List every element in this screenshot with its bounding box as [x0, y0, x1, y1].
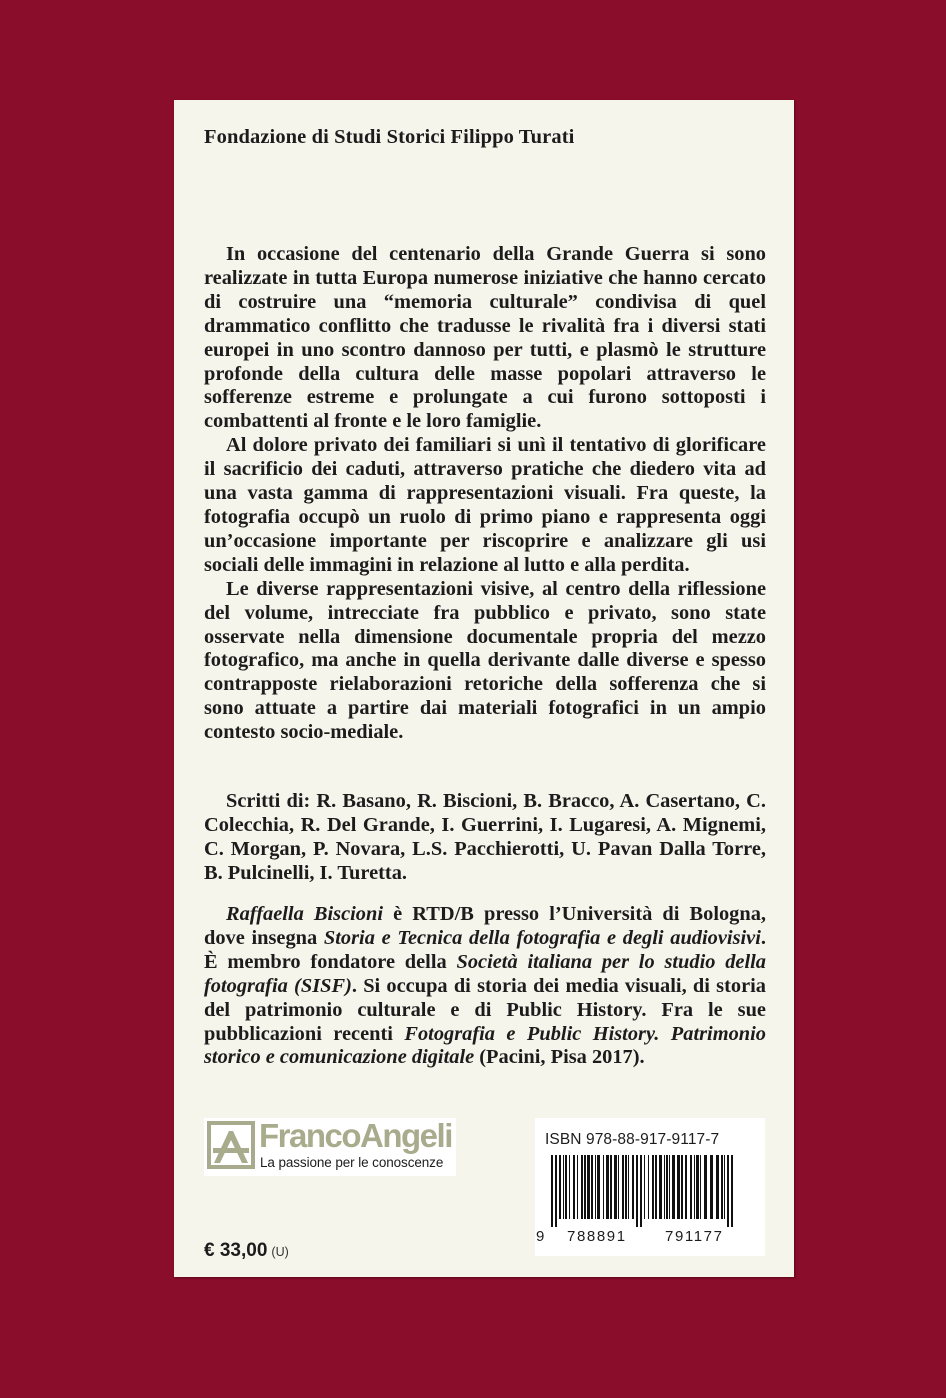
barcode-bar: [563, 1155, 564, 1219]
barcode-bar: [652, 1155, 654, 1219]
authors-section: [204, 790, 766, 886]
blurb-paragraph: In occasione del centenario della Grande Guerra si sono realizzate in tutta Europa numerose iniziative che hanno cercato di costruire una “memoria culturale” condivisa di quel drammatico conflitto che tradusse le rivalità fra i diversi stati europei in uno scontro dannoso per tutti, e plasmò le strutture profonde della cultura delle masse popolari attraverso le sofferenze estreme e prolungate a cui furono sottoposti i combattenti al fronte e le loro famiglie.: [204, 243, 766, 433]
barcode-bar: [577, 1155, 578, 1219]
barcode-bar: [677, 1155, 680, 1219]
back-cover-panel: [174, 100, 794, 1277]
barcode-bar: [595, 1155, 596, 1219]
bio-author-name: Raffaella Biscioni: [226, 903, 384, 925]
barcode-bar: [727, 1155, 729, 1227]
barcode-bar: [573, 1155, 575, 1219]
barcode-bar: [584, 1155, 586, 1219]
bio-paragraph: [204, 903, 766, 1070]
barcode-bar: [622, 1155, 624, 1219]
barcode-bar: [731, 1155, 733, 1227]
blurb-paragraph: Al dolore privato dei familiari si unì il tentativo di glorificare il sacrificio dei caduti, attraverso pratiche che diedero vita ad una vasta gamma di rappresentazioni visuali. Fra queste, la fotografia occupò un ruolo di primo piano e rappresenta oggi un’occasione importante per riscoprire e analizzare gli usi sociali delle immagini in relazione al lutto e alla perdita.: [204, 434, 766, 576]
barcode-bar: [591, 1155, 593, 1219]
isbn-barcode: [535, 1118, 765, 1256]
barcode-bar: [724, 1155, 725, 1219]
price-amount: € 33,00: [204, 1240, 268, 1261]
bio-book-title: Fotografia e Public History. Patrimonio storico e comunicazione digitale: [204, 1022, 766, 1069]
barcode-digits-right: 791177: [665, 1228, 724, 1245]
publisher-name: FrancoAngeli: [259, 1117, 452, 1154]
barcode-bar: [659, 1155, 662, 1219]
barcode-bar: [581, 1155, 583, 1219]
barcode-bar: [669, 1155, 670, 1219]
barcode-bar: [716, 1155, 719, 1219]
barcode-bar: [555, 1155, 557, 1227]
barcode-digits-left: 788891: [567, 1228, 627, 1245]
barcode-bar: [696, 1155, 699, 1219]
bio-text: (Pacini, Pisa 2017).: [474, 1046, 645, 1069]
barcode-bar: [710, 1155, 713, 1219]
price: [204, 1240, 289, 1262]
francoangeli-logo-icon: [207, 1121, 255, 1169]
barcode-bar: [606, 1155, 609, 1219]
barcode-bar: [636, 1155, 638, 1227]
authors-list: Scritti di: R. Basano, R. Biscioni, B. Bracco, A. Casertano, C. Colecchia, R. Del Grande, I. Guerrini, I. Lugaresi, A. Mignemi, C. Morgan, P. Novara, L.S. Pacchierotti, U. Pavan Dalla Torre, B. Pulcinelli, I. Turetta.: [204, 790, 766, 884]
barcode-digit-first: 9: [536, 1228, 545, 1245]
bio-society: Società italiana per lo studio della fotografia (SISF): [204, 950, 767, 997]
author-bio: [204, 903, 766, 1070]
bio-text: . Si occupa di storia dei media visuali, di storia del patrimonio culturale e di Public History. Fra le sue pubblicazioni recenti: [204, 974, 766, 1045]
barcode-bar: [721, 1155, 723, 1219]
barcode-bar: [640, 1155, 642, 1227]
publisher-tagline: La passione per le conoscenze: [260, 1155, 444, 1170]
barcode-bar: [569, 1155, 570, 1219]
foundation-name: Fondazione di Studi Storici Filippo Turati: [204, 126, 575, 148]
price-code: (U): [271, 1245, 289, 1259]
bio-text: . È membro fondatore della: [204, 926, 766, 973]
barcode-bar: [587, 1155, 590, 1219]
barcode-bar: [690, 1155, 692, 1219]
barcode-bar: [666, 1155, 668, 1219]
barcode-bar: [644, 1155, 645, 1219]
blurb-paragraph: Le diverse rappresentazioni visive, al centro della riflessione del volume, intrecciate fra pubblico e privato, sono state osservate nella dimensione documentale propria del mezzo fotografico, ma anche in quella derivante dalle diverse e spesso contrapposte rielaborazioni retoriche della sofferenza che si sono attuate a partire dai materiali fotografici in un ampio contesto socio-mediale.: [204, 577, 766, 744]
barcode-bar: [685, 1155, 687, 1219]
barcode-bar: [559, 1155, 561, 1219]
barcode-bar: [664, 1155, 665, 1219]
barcode-bar: [625, 1155, 627, 1219]
barcode-bar: [655, 1155, 657, 1219]
barcode-bar: [704, 1155, 707, 1219]
barcode-bar: [648, 1155, 649, 1219]
barcode-bar: [614, 1155, 617, 1219]
barcode-icon: [549, 1155, 753, 1227]
barcode-bar: [672, 1155, 675, 1219]
publisher-logo: [204, 1118, 456, 1176]
barcode-bar: [597, 1155, 600, 1219]
barcode-bar: [632, 1155, 634, 1219]
barcode-bar: [603, 1155, 604, 1219]
barcode-bar: [565, 1155, 567, 1219]
barcode-bar: [700, 1155, 701, 1219]
bio-course: Storia e Tecnica della fotografia e degli audiovisivi: [323, 926, 761, 949]
isbn-label: ISBN 978-88-917-9117-7: [545, 1131, 720, 1148]
barcode-bar: [694, 1155, 695, 1219]
barcode-bar: [610, 1155, 612, 1219]
barcode-bar: [551, 1155, 553, 1227]
blurb: [204, 243, 766, 745]
bio-text: è RTD/B presso l’Università di Bologna, dove insegna: [204, 903, 767, 949]
barcode-bar: [618, 1155, 619, 1219]
barcode-bar: [681, 1155, 683, 1219]
barcode-bar: [628, 1155, 629, 1219]
